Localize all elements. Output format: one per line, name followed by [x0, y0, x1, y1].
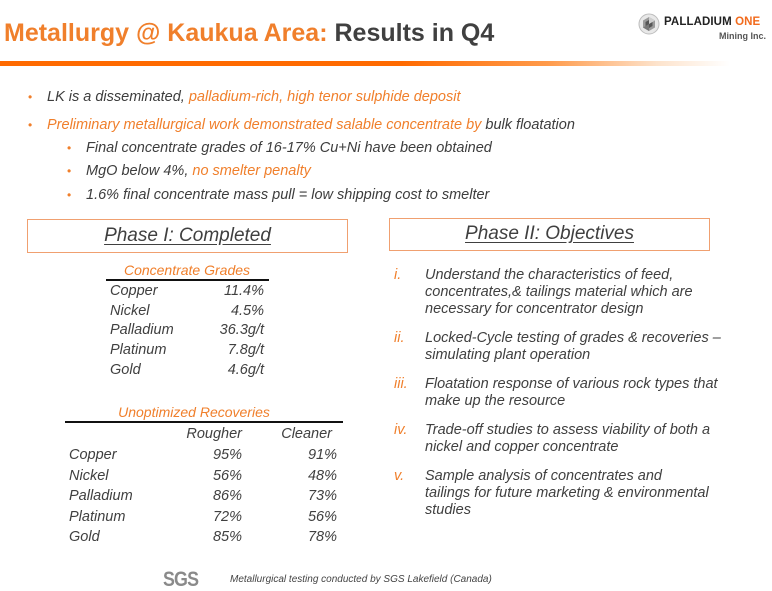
concentrate-grades-title: Concentrate Grades	[123, 262, 251, 278]
bullet-text-highlight: no smelter penalty	[192, 163, 311, 179]
grade-value: 11.4%	[223, 283, 264, 299]
logo-name-accent: ONE	[735, 16, 761, 28]
sgs-logo: SGS	[163, 568, 199, 591]
metal-name: Platinum	[69, 509, 126, 525]
logo-subtitle: Mining Inc.	[719, 31, 766, 41]
grade-value: 7.8g/t	[227, 342, 264, 358]
sub-bullet-item	[67, 140, 492, 156]
recoveries-title: Unoptimized Recoveries	[118, 404, 270, 420]
sub-bullet-item	[67, 187, 489, 203]
rougher-value: 85%	[212, 529, 242, 543]
cleaner-value: 91%	[307, 447, 337, 463]
column-header-rougher: Rougher	[186, 426, 242, 442]
bullet-text: MgO below 4%,	[86, 163, 193, 179]
bullet-dot-icon: •	[28, 118, 33, 132]
cleaner-value: 56%	[307, 509, 337, 525]
logo-name-main: PALLADIUM	[664, 16, 736, 28]
footer-note: Metallurgical testing conducted by SGS Lakefield (Canada)	[230, 574, 492, 585]
phase1-heading-box	[27, 219, 348, 253]
objective-text: Sample analysis of concentrates and tailings for future marketing & environmental studies	[425, 468, 709, 518]
objective-text: Floatation response of various rock types that make up the resource	[425, 376, 718, 409]
metal-name: Gold	[110, 362, 141, 378]
sub-bullet-item	[67, 163, 311, 179]
rougher-value: 72%	[212, 509, 242, 525]
slide-title-orange: Metallurgy @ Kaukua Area:	[4, 19, 328, 47]
company-logo	[638, 12, 768, 48]
phase2-heading-box	[389, 218, 710, 251]
bullet-item	[28, 117, 575, 133]
objective-number: i.	[394, 267, 402, 283]
grade-value: 4.6g/t	[227, 362, 264, 378]
recoveries-rule	[65, 421, 343, 423]
bullet-dot-icon: •	[67, 188, 72, 202]
rougher-value: 56%	[212, 468, 242, 484]
bullet-item	[28, 89, 461, 105]
objective-text: Understand the characteristics of feed, concentrates,& tailings material which are necessary for concentrator design	[425, 267, 693, 317]
cleaner-value: 48%	[307, 468, 337, 484]
objective-text: Locked-Cycle testing of grades & recoveries – simulating plant operation	[425, 330, 721, 363]
phase1-heading: Phase I: Completed	[104, 225, 271, 246]
logo-name	[664, 16, 760, 28]
title-underline-rule	[0, 61, 730, 66]
slide-title	[4, 19, 494, 48]
objective-number: v.	[394, 468, 405, 484]
table-row	[0, 529, 360, 543]
rougher-value: 86%	[212, 488, 242, 504]
bullet-text: 1.6% final concentrate mass pull = low shipping cost to smelter	[86, 187, 490, 203]
grade-value: 36.3g/t	[219, 322, 264, 338]
metal-name: Platinum	[110, 342, 167, 358]
phase2-heading: Phase II: Objectives	[465, 223, 634, 244]
cleaner-value: 78%	[307, 529, 337, 543]
metal-name: Palladium	[110, 322, 174, 338]
metal-name: Gold	[69, 529, 100, 543]
objective-number: ii.	[394, 330, 405, 346]
rougher-value: 95%	[212, 447, 242, 463]
column-header-cleaner: Cleaner	[281, 426, 332, 442]
concentrate-grades-rule	[106, 279, 269, 281]
cleaner-value: 73%	[307, 488, 337, 504]
bullet-text-highlight: palladium-rich, high tenor sulphide deposit	[188, 89, 461, 105]
metal-name: Nickel	[110, 303, 150, 319]
bullet-text-highlight: Preliminary metallurgical work demonstrated salable concentrate by	[47, 117, 486, 133]
bullet-text: LK is a disseminated,	[47, 89, 189, 105]
objective-number: iii.	[394, 376, 408, 392]
metal-name: Copper	[69, 447, 117, 463]
metal-name: Nickel	[69, 468, 109, 484]
bullet-dot-icon: •	[67, 164, 72, 178]
objective-text: Trade-off studies to assess viability of both a nickel and copper concentrate	[425, 422, 711, 455]
grade-value: 4.5%	[230, 303, 264, 319]
bullet-text: bulk floatation	[485, 117, 575, 133]
metal-name: Copper	[110, 283, 158, 299]
metal-name: Palladium	[69, 488, 133, 504]
hexagon-aperture-icon	[638, 13, 660, 35]
objective-number: iv.	[394, 422, 408, 438]
bullet-dot-icon: •	[67, 141, 72, 155]
bullet-dot-icon: •	[28, 90, 33, 104]
slide-title-gray: Results in Q4	[327, 19, 495, 47]
bullet-text: Final concentrate grades of 16-17% Cu+Ni have been obtained	[86, 140, 492, 156]
